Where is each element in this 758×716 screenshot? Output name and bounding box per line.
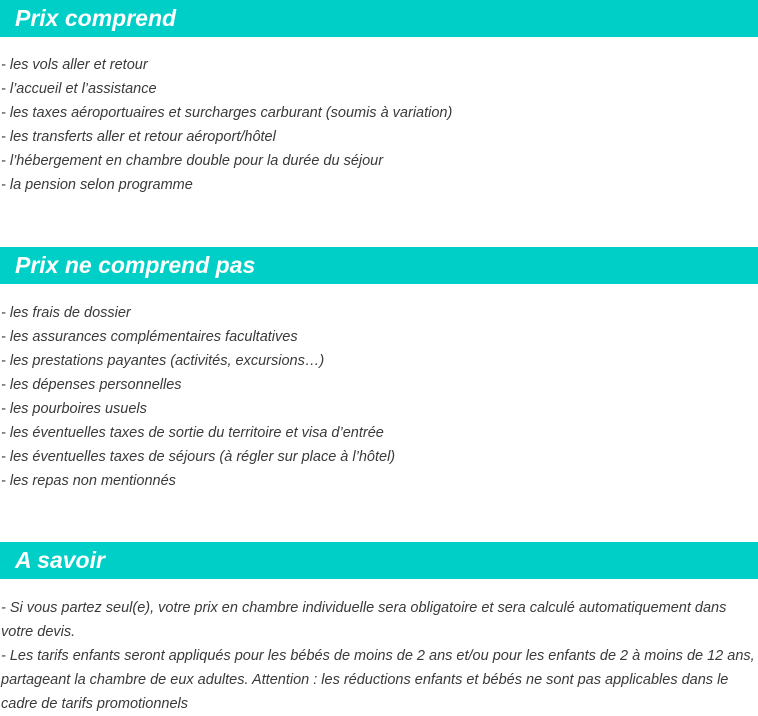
note-paragraph: - Les tarifs enfants seront appliqués pour les bébés de moins de 2 ans et/ou pour les enfants de 2 à moins de 12 ans, partageant la chambre de eux adultes. Attention : les réductions enfants et bébés ne sont pas applicables dans le cadre de tarifs promotionnels — [1, 648, 755, 712]
list-item: - les taxes aéroportuaires et surcharges carburant (soumis à variation) — [1, 105, 453, 121]
section-title: A savoir — [0, 542, 758, 579]
section-title: Prix ne comprend pas — [0, 247, 758, 284]
section-prix-comprend — [0, 0, 758, 197]
list-item: - l’hébergement en chambre double pour la durée du séjour — [1, 153, 384, 169]
list-item: - les repas non mentionnés — [1, 473, 176, 489]
list-item: - les transferts aller et retour aéroport/hôtel — [1, 129, 276, 145]
list-item: - les frais de dossier — [1, 305, 131, 321]
section-a-savoir — [0, 542, 758, 716]
list-item: - les assurances complémentaires facultatives — [1, 329, 298, 345]
list-item: - la pension selon programme — [1, 177, 193, 193]
notes-block — [0, 596, 758, 716]
list-item: - les prestations payantes (activités, excursions…) — [1, 353, 325, 369]
list-item: - les pourboires usuels — [1, 401, 147, 417]
list-item: - les dépenses personnelles — [1, 377, 182, 393]
section-title: Prix comprend — [0, 0, 758, 37]
list-item: - l’accueil et l’assistance — [1, 81, 157, 97]
excluded-list — [0, 301, 758, 493]
list-item: - les vols aller et retour — [1, 57, 148, 73]
section-prix-ne-comprend-pas — [0, 247, 758, 493]
included-list — [0, 53, 758, 197]
note-paragraph: - Si vous partez seul(e), votre prix en chambre individuelle sera obligatoire et sera calculé automatiquement dans votre devis. — [1, 600, 727, 640]
list-item: - les éventuelles taxes de séjours (à régler sur place à l’hôtel) — [1, 449, 396, 465]
list-item: - les éventuelles taxes de sortie du territoire et visa d’entrée — [1, 425, 384, 441]
